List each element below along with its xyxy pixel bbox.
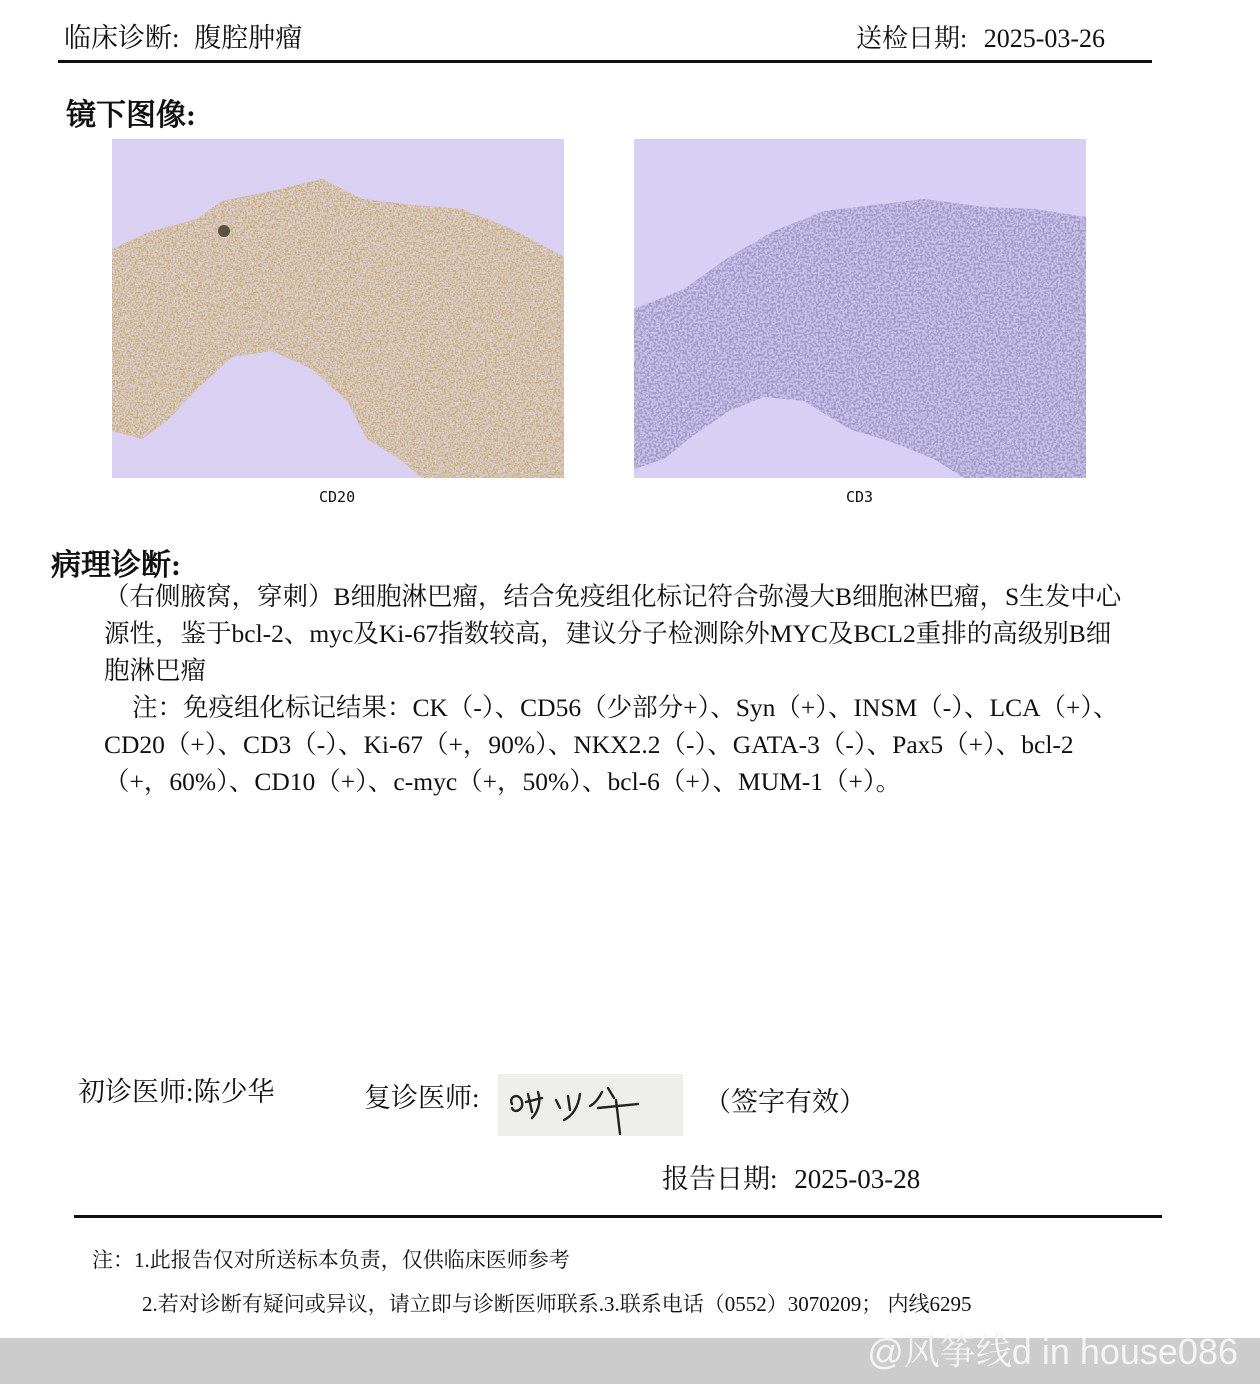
footer-note-1: 注：1.此报告仅对所送标本负责，仅供临床医师参考: [92, 1248, 570, 1272]
clinical-diagnosis-value: 腹腔肿瘤: [194, 23, 303, 53]
images-section-title: 镜下图像:: [66, 99, 196, 132]
report-date: [662, 1157, 920, 1196]
signature-validity-note: （签字有效）: [704, 1087, 866, 1117]
footer-divider: [74, 1215, 1162, 1218]
watermark: @风筝线d in house086: [867, 1331, 1238, 1372]
header-divider: [58, 60, 1152, 63]
cd20-caption: CD20: [319, 488, 356, 506]
submission-date-label: 送检日期:: [856, 24, 968, 53]
submission-date: [856, 18, 1105, 55]
diagnosis-text: （右侧腋窝，穿刺）B细胞淋巴瘤，结合免疫组化标记符合弥漫大B细胞淋巴瘤，S生发中心源性，鉴于bcl-2、myc及Ki-67指数较高，建议分子检测除外MYC及BCL2重排的高级别B细胞淋巴瘤: [104, 582, 1122, 685]
initial-doctor: 初诊医师:陈少华: [78, 1077, 275, 1107]
report-date-value: 2025-03-28: [794, 1164, 921, 1194]
diagnosis-title: 病理诊断:: [51, 549, 181, 582]
submission-date-value: 2025-03-26: [983, 24, 1106, 53]
clinical-diagnosis-label: 临床诊断:: [64, 23, 180, 53]
cd20-micrograph: [112, 139, 564, 478]
cd3-caption: CD3: [846, 488, 874, 506]
diagnosis-body: [104, 578, 1134, 800]
report-date-label: 报告日期:: [662, 1164, 778, 1194]
clinical-diagnosis: [64, 16, 302, 55]
review-doctor-label: 复诊医师:: [364, 1083, 480, 1113]
handwritten-signature: [498, 1074, 683, 1136]
signature-drawing: [498, 1074, 683, 1136]
immunohistochemistry-note: 注：免疫组化标记结果：CK（-）、CD56（少部分+）、Syn（+）、INSM（-）、LCA（+）、CD20（+）、CD3（-）、Ki-67（+，90%）、NKX2.2（-）、GATA-3（-）、Pax5（+）、bcl-2（+，60%）、CD10（+）、c-myc（+，50%）、bcl-6（+）、MUM-1（+）。: [104, 693, 1119, 796]
cd3-micrograph: [634, 139, 1086, 478]
footer-note-2: 2.若对诊断有疑问或异议，请立即与诊断医师联系.3.联系电话（0552）3070209； 内线6295: [142, 1292, 972, 1316]
